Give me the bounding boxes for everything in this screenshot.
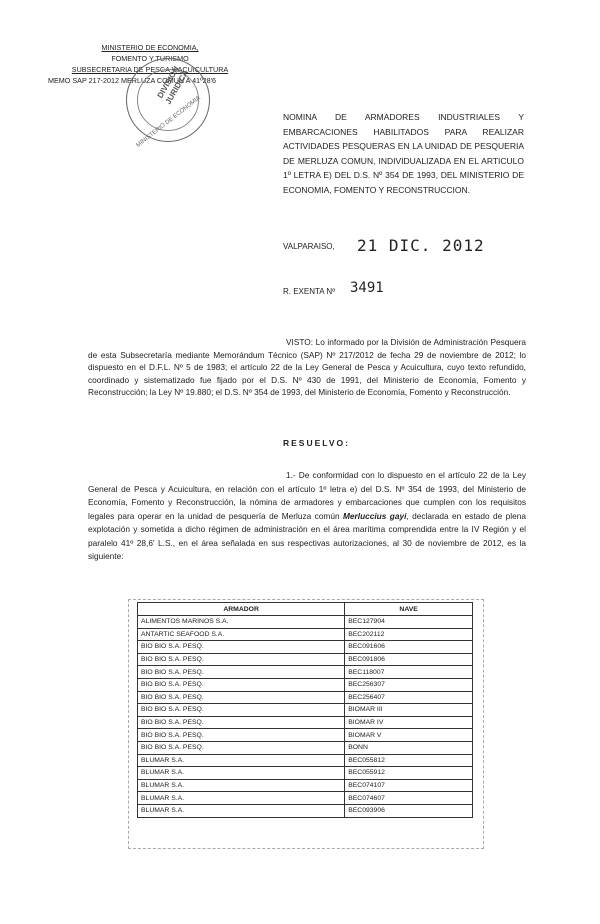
nave-cell: BEC256407 [345, 691, 473, 704]
armador-cell: BLUMAR S.A. [138, 804, 345, 817]
nave-cell: BEC202112 [345, 628, 473, 641]
table-row [138, 628, 473, 641]
table-row [138, 653, 473, 666]
visto-paragraph: VISTO: Lo informado por la División de Administración Pesquera de esta Subsecretaría mediante Memorándum Técnico (SAP) Nº 217/2012 de fecha 29 de noviembre de 2012; lo dispuesto en el D.F.L. Nº 5 de 1983; el artículo 22 de la Ley General de Pesca y Acuicultura, cuyo texto refundido, coordinado y sistematizado fue fijado por el D.S. Nº 430 de 1991, del Ministerio de Economía, Fomento y Reconstrucción; la Ley Nº 19.880; el D.S. Nº 354 de 1993, del Ministerio de Economía, Fomento y Reconstrucción. [88, 337, 526, 397]
nave-cell: BEC074607 [345, 792, 473, 805]
stamp-center-text: DIVISION JURIDICA [155, 64, 191, 106]
armador-cell: BIO BIO S.A. PESQ. [138, 666, 345, 679]
armadores-table-frame [128, 599, 484, 849]
table-row [138, 716, 473, 729]
table-row [138, 792, 473, 805]
nave-cell: BIOMAR III [345, 704, 473, 717]
nave-cell: BEC127904 [345, 616, 473, 629]
table-body [138, 616, 473, 818]
armador-cell: ALIMENTOS MARINOS S.A. [138, 616, 345, 629]
document-title: NOMINA DE ARMADORES INDUSTRIALES Y EMBARCACIONES HABILITADOS PARA REALIZAR ACTIVIDADES PESQUERAS EN LA UNIDAD DE PESQUERIA DE MERLUZA COMUN, INDIVIDUALIZADA EN EL ARTICULO 1º LETRA E) DEL D.S. Nº 354 DE 1993, DEL MINISTERIO DE ECONOMIA, FOMENTO Y RECONSTRUCCION. [283, 112, 524, 195]
armador-cell: BIO BIO S.A. PESQ. [138, 678, 345, 691]
table-row [138, 704, 473, 717]
resolution-label: R. EXENTA Nº [283, 287, 336, 296]
armador-cell: BIO BIO S.A. PESQ. [138, 641, 345, 654]
armador-cell: BLUMAR S.A. [138, 754, 345, 767]
paragraph-text-after: , declarada en estado de plena explotación y sometida a dicho régimen de administración en el área marítima comprendida entre la IV Región y el paralelo 41º 28,6' L.S., en el área señalada en sus respectivas autorizaciones, al 30 de noviembre de 2012, es la siguiente: [88, 510, 526, 561]
table-row [138, 767, 473, 780]
stamp-ring-text: MINISTERIO DE ECONOMIA [135, 95, 202, 149]
nave-cell: BEC256307 [345, 678, 473, 691]
armadores-table [137, 602, 473, 818]
nave-cell: BIOMAR V [345, 729, 473, 742]
nave-cell: BIOMAR IV [345, 716, 473, 729]
armador-cell: BIO BIO S.A. PESQ. [138, 653, 345, 666]
armador-cell: BLUMAR S.A. [138, 792, 345, 805]
nave-cell: BEC055812 [345, 754, 473, 767]
resolution-number: 3491 [350, 280, 384, 296]
ministry-subname: FOMENTO Y TURISMO [111, 54, 189, 63]
nave-cell: BEC091606 [345, 641, 473, 654]
table-row [138, 804, 473, 817]
nave-cell: BEC091806 [345, 653, 473, 666]
armador-cell: BIO BIO S.A. PESQ. [138, 691, 345, 704]
resuelvo-paragraph-1 [88, 469, 526, 564]
armador-cell: BIO BIO S.A. PESQ. [138, 716, 345, 729]
resuelvo-heading: RESUELVO: [283, 438, 350, 448]
table-row [138, 666, 473, 679]
subsecretaria-name: SUBSECRETARIA DE PESCA Y ACUICULTURA [71, 65, 229, 74]
armador-cell: BIO BIO S.A. PESQ. [138, 704, 345, 717]
armador-cell: BLUMAR S.A. [138, 779, 345, 792]
nave-cell: BONN [345, 741, 473, 754]
table-row [138, 779, 473, 792]
table-row [138, 754, 473, 767]
nave-cell: BEC055912 [345, 767, 473, 780]
table-header-row [138, 603, 473, 616]
resolution-date: 21 DIC. 2012 [357, 236, 485, 255]
table-row [138, 678, 473, 691]
nave-cell: BEC118007 [345, 666, 473, 679]
armador-cell: BIO BIO S.A. PESQ. [138, 729, 345, 742]
juridica-stamp [126, 58, 210, 149]
table-row [138, 729, 473, 742]
table-row [138, 741, 473, 754]
table-row [138, 641, 473, 654]
species-name: Merluccius gayi [343, 510, 407, 521]
armador-cell: BIO BIO S.A. PESQ. [138, 741, 345, 754]
table-row [138, 691, 473, 704]
column-header-nave: NAVE [345, 603, 473, 616]
paragraph-text-before: 1.- De conformidad con lo dispuesto en el artículo 22 de la Ley General de Pesca y Acuicultura, en relación con el artículo 1º letra e) del D.S. Nº 354 de 1993, del Ministerio de Economía, Fomento y Reconstrucción, la nómina de armadores y embarcaciones que cumplen con los requisitos legales para operar en la unidad de pesquería de Merluza común [88, 470, 526, 521]
table-row [138, 616, 473, 629]
armador-cell: BLUMAR S.A. [138, 767, 345, 780]
place-label: VALPARAISO, [283, 242, 335, 251]
armador-cell: ANTARTIC SEAFOOD S.A. [138, 628, 345, 641]
column-header-armador: ARMADOR [138, 603, 345, 616]
nave-cell: BEC093906 [345, 804, 473, 817]
ministry-name: MINISTERIO DE ECONOMIA, [101, 43, 199, 52]
memo-reference: MEMO SAP 217-2012 MERLUZA COMUN A 41º28'6 [48, 76, 217, 85]
nave-cell: BEC074107 [345, 779, 473, 792]
